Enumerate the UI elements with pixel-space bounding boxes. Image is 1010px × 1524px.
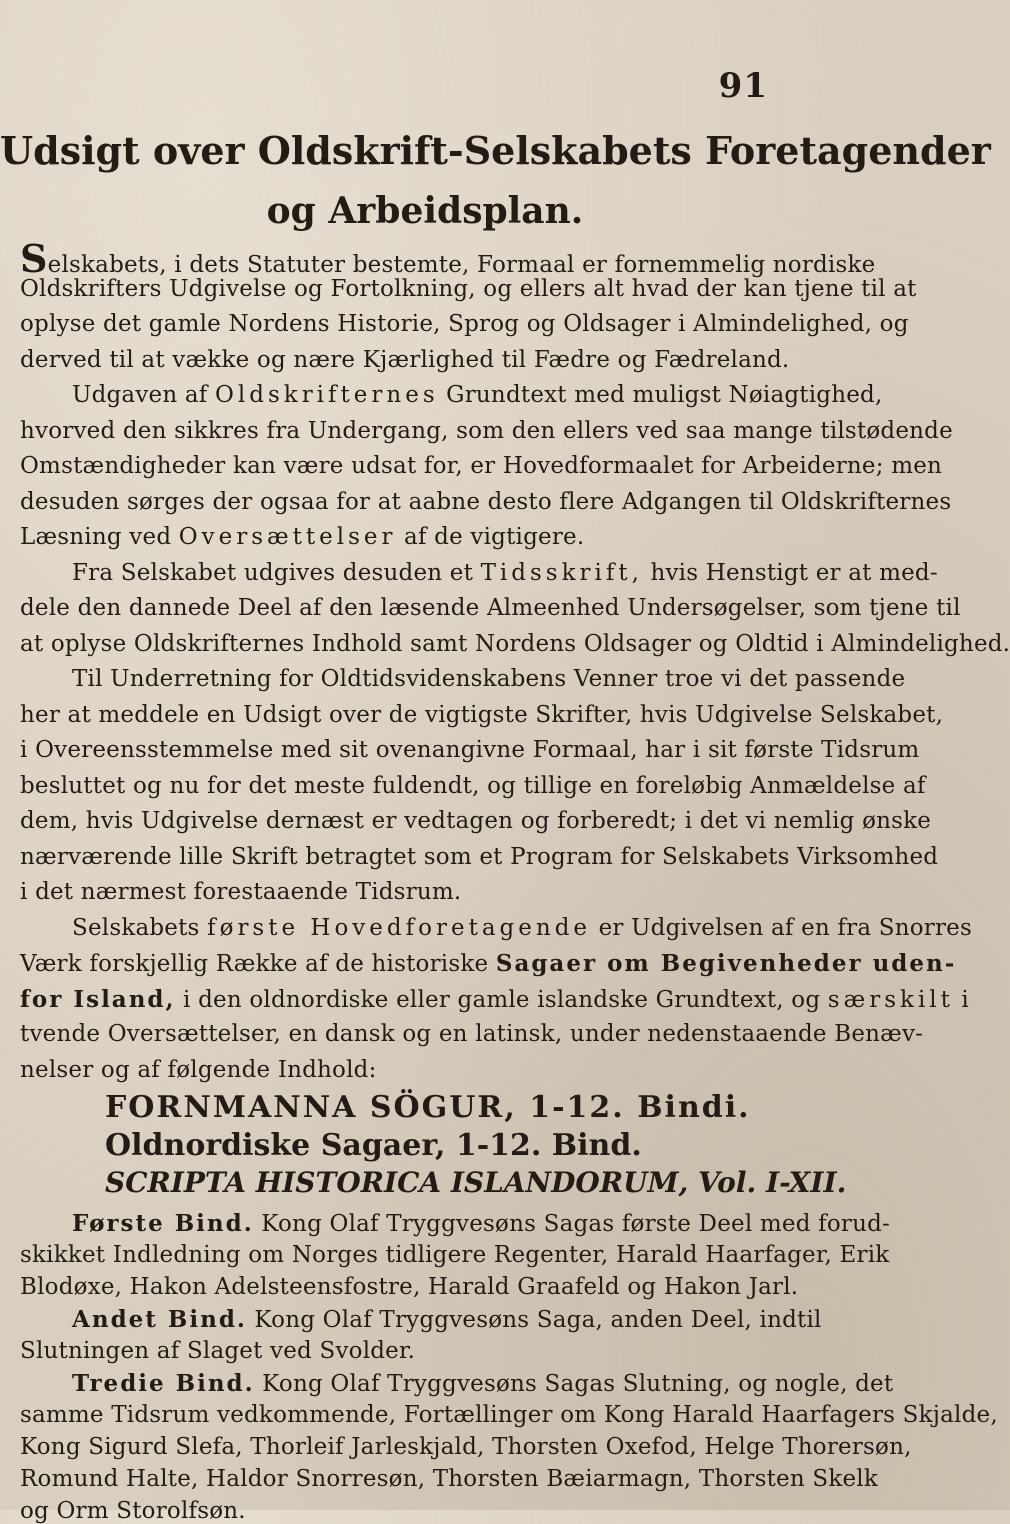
text-span: Læsning ved	[20, 524, 172, 550]
text-span: af de vigtigere.	[404, 524, 585, 550]
text-line: i det nærmest forestaaende Tidsrum.	[20, 879, 462, 905]
drop-cap: S	[20, 236, 48, 281]
text-line	[20, 914, 972, 941]
volume-label: Tredie Bind.	[72, 1370, 255, 1397]
text-line	[20, 382, 883, 408]
text-line	[20, 524, 782, 550]
spaced-term: Oversættelser	[178, 524, 397, 550]
text-span: Grundtext med muligst Nøiagtighed,	[446, 382, 883, 408]
text-line: og Orm Storolfsøn.	[20, 1498, 246, 1524]
text-line: nærværende lille Skrift betragtet som et Program for Selskabets Virksomhed	[20, 843, 939, 870]
text-line: dele den dannede Deel af den læsende Almeenhed Undersøgelser, som tjene til	[20, 595, 961, 621]
title-scripta: SCRIPTA HISTORICA ISLANDORUM, Vol. I-XII.	[105, 1166, 847, 1199]
text-line: her at meddele en Udsigt over de vigtigste Skrifter, hvis Udgivelse Selskabet,	[20, 701, 944, 728]
volume-label: Første Bind.	[72, 1210, 254, 1237]
text-line: skikket Indledning om Norges tidligere Regenter, Harald Haarfager, Erik	[20, 1242, 890, 1268]
spaced-term: særskilt	[827, 986, 954, 1013]
text-span: Kong Olaf Tryggvesøns Sagas Slutning, og nogle, det	[262, 1371, 894, 1397]
text-line: hvorved den sikkres fra Undergang, som den ellers ved saa mange tilstødende	[20, 417, 953, 444]
spaced-term: Oldskrifternes	[215, 382, 439, 408]
text-line: Blodøxe, Hakon Adelsteensfostre, Harald Graafeld og Hakon Jarl.	[20, 1274, 799, 1300]
text-span: Udgaven af	[72, 382, 208, 408]
title-line-1: Udsigt over Oldskrift-Selskabets Foretagender	[0, 128, 991, 173]
text-line	[20, 559, 938, 586]
text-line: nelser og af følgende Indhold:	[20, 1056, 377, 1083]
text-line: i Overeensstemmelse med sit ovenangivne Formaal, har i sit første Tidsrum	[20, 737, 920, 763]
text-line	[20, 1306, 822, 1333]
text-span: hvis Henstigt er at med-	[650, 559, 938, 586]
text-line: besluttet og nu for det meste fuldendt, og tillige en foreløbig Anmældelse af	[20, 772, 926, 799]
text-span: Værk forskjellig Række af de historiske	[20, 951, 489, 977]
bold-term: for Island,	[20, 985, 176, 1013]
spaced-term: første Hovedforetagende	[207, 914, 592, 941]
text-span: Kong Olaf Tryggvesøns Sagas første Deel med forud-	[261, 1211, 891, 1237]
text-span: Selskabets	[72, 914, 200, 941]
text-line: desuden sørges der ogsaa for at aabne desto flere Adgangen til Oldskrifternes	[20, 488, 952, 515]
text-line: oplyse det gamle Nordens Historie, Sprog og Oldsager i Almindelighed, og	[20, 311, 909, 337]
spaced-term: Tidsskrift,	[480, 559, 643, 586]
text-span: Fra Selskabet udgives desuden et	[72, 559, 474, 586]
page-number: 91	[718, 66, 768, 106]
text-line: derved til at vække og nære Kjærlighed til Fædre og Fædreland.	[20, 346, 790, 373]
text-line	[20, 950, 957, 977]
text-span: er Udgivelsen af en fra Snorres	[598, 914, 972, 941]
text-span: elskabets, i dets Statuter bestemte, Formaal er fornemmelig nordiske	[47, 252, 876, 278]
text-line: Romund Halte, Haldor Snorresøn, Thorsten Bæiarmagn, Thorsten Skelk	[20, 1466, 878, 1492]
text-line: Omstændigheder kan være udsat for, er Hovedformaalet for Arbeiderne; men	[20, 453, 943, 479]
text-line: samme Tidsrum vedkommende, Fortællinger om Kong Harald Haarfagers Skjalde,	[20, 1402, 998, 1428]
text-line	[20, 236, 876, 281]
bold-term: Sagaer om Begivenheder uden-	[495, 950, 957, 977]
text-line: Til Underretning for Oldtidsvidenskabens Venner troe vi det passende	[72, 666, 906, 692]
text-line: dem, hvis Udgivelse dernæst er vedtagen og forberedt; i det vi nemlig ønske	[20, 808, 932, 834]
text-span: i den oldnordiske eller gamle islandske Grundtext, og	[183, 986, 821, 1013]
text-line: Kong Sigurd Slefa, Thorleif Jarleskjald, Thorsten Oxefod, Helge Thorersøn,	[20, 1434, 912, 1460]
volume-label: Andet Bind.	[72, 1306, 247, 1333]
title-fornmanna: FORNMANNA SÖGUR, 1-12. Bindi.	[105, 1090, 751, 1125]
text-line	[20, 1210, 891, 1237]
text-line	[20, 985, 969, 1013]
text-line: Slutningen af Slaget ved Svolder.	[20, 1338, 416, 1364]
text-span: Kong Olaf Tryggvesøns Saga, anden Deel, indtil	[254, 1307, 822, 1333]
text-line: Oldskrifters Udgivelse og Fortolkning, og ellers alt hvad der kan tjene til at	[20, 275, 917, 302]
text-line: tvende Oversættelser, en dansk og en latinsk, under nedenstaaende Benæv-	[20, 1021, 924, 1047]
text-span: i	[961, 986, 969, 1013]
title-line-2: og Arbeidsplan.	[266, 190, 584, 232]
title-oldnordiske: Oldnordiske Sagaer, 1-12. Bind.	[105, 1128, 642, 1163]
text-line: at oplyse Oldskrifternes Indhold samt Nordens Oldsager og Oldtid i Almindelighed.	[20, 630, 1010, 657]
